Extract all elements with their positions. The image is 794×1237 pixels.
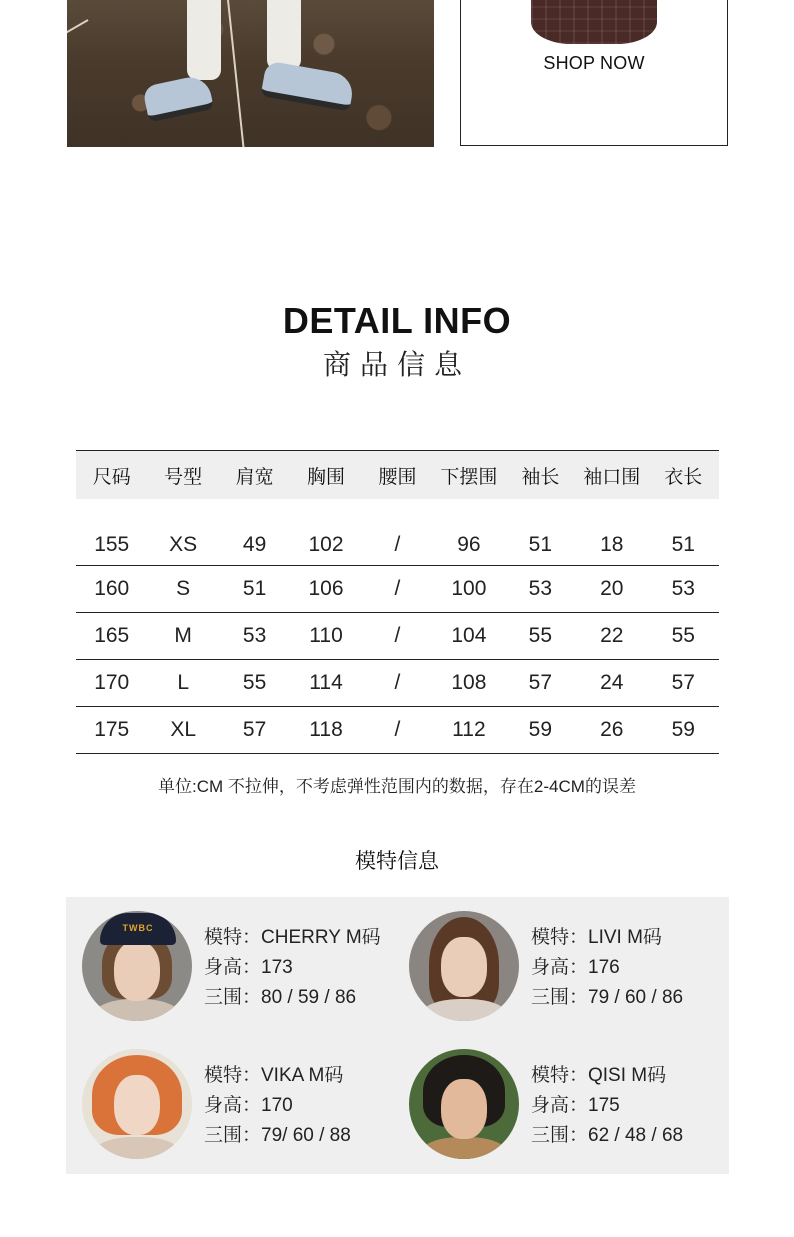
table-cell: L: [147, 660, 218, 707]
column-header: 肩宽: [219, 451, 290, 500]
table-cell: 18: [576, 499, 647, 566]
table-cell: 155: [76, 499, 147, 566]
table-cell: 49: [219, 499, 290, 566]
table-cell: 170: [76, 660, 147, 707]
table-cell: 51: [505, 499, 576, 566]
size-table-header-row: [76, 451, 719, 500]
table-row: [76, 613, 719, 660]
model-name: 模特：CHERRY M码: [204, 927, 381, 948]
avatar-shoulder: [92, 1137, 182, 1159]
model-height: 身高：176: [531, 957, 620, 978]
photo-ground-texture: [67, 0, 434, 147]
model-name: 模特：VIKA M码: [204, 1065, 344, 1086]
table-cell: 53: [648, 566, 720, 613]
table-cell: 57: [219, 707, 290, 754]
column-header: 袖口围: [576, 451, 647, 500]
table-cell: 55: [505, 613, 576, 660]
table-cell: 20: [576, 566, 647, 613]
table-cell: 104: [433, 613, 504, 660]
model-height: 身高：170: [204, 1095, 293, 1116]
table-row: [76, 707, 719, 754]
photo-leg-right: [267, 0, 301, 70]
avatar-shoulder: [419, 1137, 509, 1159]
table-cell: 96: [433, 499, 504, 566]
table-cell: 55: [219, 660, 290, 707]
model-measurements: 三围：79/ 60 / 88: [204, 1125, 351, 1146]
column-header: 袖长: [505, 451, 576, 500]
table-cell: 160: [76, 566, 147, 613]
column-header: 尺码: [76, 451, 147, 500]
photo-leg-left: [187, 0, 221, 80]
table-cell: 118: [290, 707, 361, 754]
table-cell: 100: [433, 566, 504, 613]
model-measurements: 三围：80 / 59 / 86: [204, 987, 357, 1008]
table-cell: 110: [290, 613, 361, 660]
table-cell: /: [362, 707, 433, 754]
table-cell: XL: [147, 707, 218, 754]
table-cell: 55: [648, 613, 720, 660]
detail-info-subtitle: 商品信息: [322, 348, 471, 381]
model-card-qisi: [409, 1049, 739, 1161]
models-panel: [66, 897, 729, 1174]
model-height: 身高：173: [204, 957, 293, 978]
table-cell: /: [362, 566, 433, 613]
model-avatar: [409, 911, 519, 1021]
size-table-note: 单位:CM 不拉伸，不考虑弹性范围内的数据，存在2-4CM的误差: [158, 777, 636, 796]
table-cell: 59: [505, 707, 576, 754]
table-cell: M: [147, 613, 218, 660]
table-cell: 51: [648, 499, 720, 566]
table-cell: /: [362, 613, 433, 660]
table-cell: 51: [219, 566, 290, 613]
column-header: 号型: [147, 451, 218, 500]
model-avatar: [409, 1049, 519, 1159]
shop-now-card[interactable]: [460, 0, 728, 146]
model-card-vika: [82, 1049, 412, 1161]
avatar-shoulder: [92, 999, 182, 1021]
table-cell: 57: [505, 660, 576, 707]
table-cell: 175: [76, 707, 147, 754]
column-header: 衣长: [648, 451, 720, 500]
plaid-skirt-image: [531, 0, 657, 44]
table-cell: 112: [433, 707, 504, 754]
column-header: 腰围: [362, 451, 433, 500]
table-row: [76, 660, 719, 707]
model-avatar: [82, 1049, 192, 1159]
column-header: 胸围: [290, 451, 361, 500]
model-info: [204, 923, 381, 1013]
models-section-title: 模特信息: [355, 850, 439, 873]
model-measurements: 三围：62 / 48 / 68: [531, 1125, 684, 1146]
model-card-cherry: [82, 911, 412, 1023]
model-measurements: 三围：79 / 60 / 86: [531, 987, 684, 1008]
table-cell: 165: [76, 613, 147, 660]
model-info: [204, 1061, 351, 1151]
avatar-shoulder: [419, 999, 509, 1021]
table-cell: /: [362, 499, 433, 566]
model-info: [531, 923, 683, 1013]
table-cell: 53: [505, 566, 576, 613]
table-cell: 106: [290, 566, 361, 613]
model-card-livi: [409, 911, 739, 1023]
model-height: 身高：175: [531, 1095, 620, 1116]
table-cell: /: [362, 660, 433, 707]
table-cell: 53: [219, 613, 290, 660]
size-table: [76, 450, 719, 754]
model-avatar: [82, 911, 192, 1021]
table-cell: 102: [290, 499, 361, 566]
avatar-face: [114, 941, 160, 1001]
avatar-cap: TWBC: [100, 913, 176, 945]
table-row: [76, 566, 719, 613]
column-header: 下摆围: [433, 451, 504, 500]
avatar-face: [441, 937, 487, 997]
avatar-face: [114, 1075, 160, 1135]
table-cell: S: [147, 566, 218, 613]
table-row: [76, 499, 719, 566]
shop-now-link[interactable]: SHOP NOW: [543, 53, 645, 73]
detail-info-title: DETAIL INFO: [282, 300, 512, 341]
table-cell: 114: [290, 660, 361, 707]
table-cell: XS: [147, 499, 218, 566]
table-cell: 108: [433, 660, 504, 707]
table-cell: 26: [576, 707, 647, 754]
avatar-face: [441, 1079, 487, 1139]
table-cell: 59: [648, 707, 720, 754]
table-cell: 24: [576, 660, 647, 707]
model-name: 模特：QISI M码: [531, 1065, 667, 1086]
model-info: [531, 1061, 683, 1151]
table-cell: 22: [576, 613, 647, 660]
table-cell: 57: [648, 660, 720, 707]
product-photo-shoes[interactable]: [67, 0, 434, 147]
model-name: 模特：LIVI M码: [531, 927, 662, 948]
